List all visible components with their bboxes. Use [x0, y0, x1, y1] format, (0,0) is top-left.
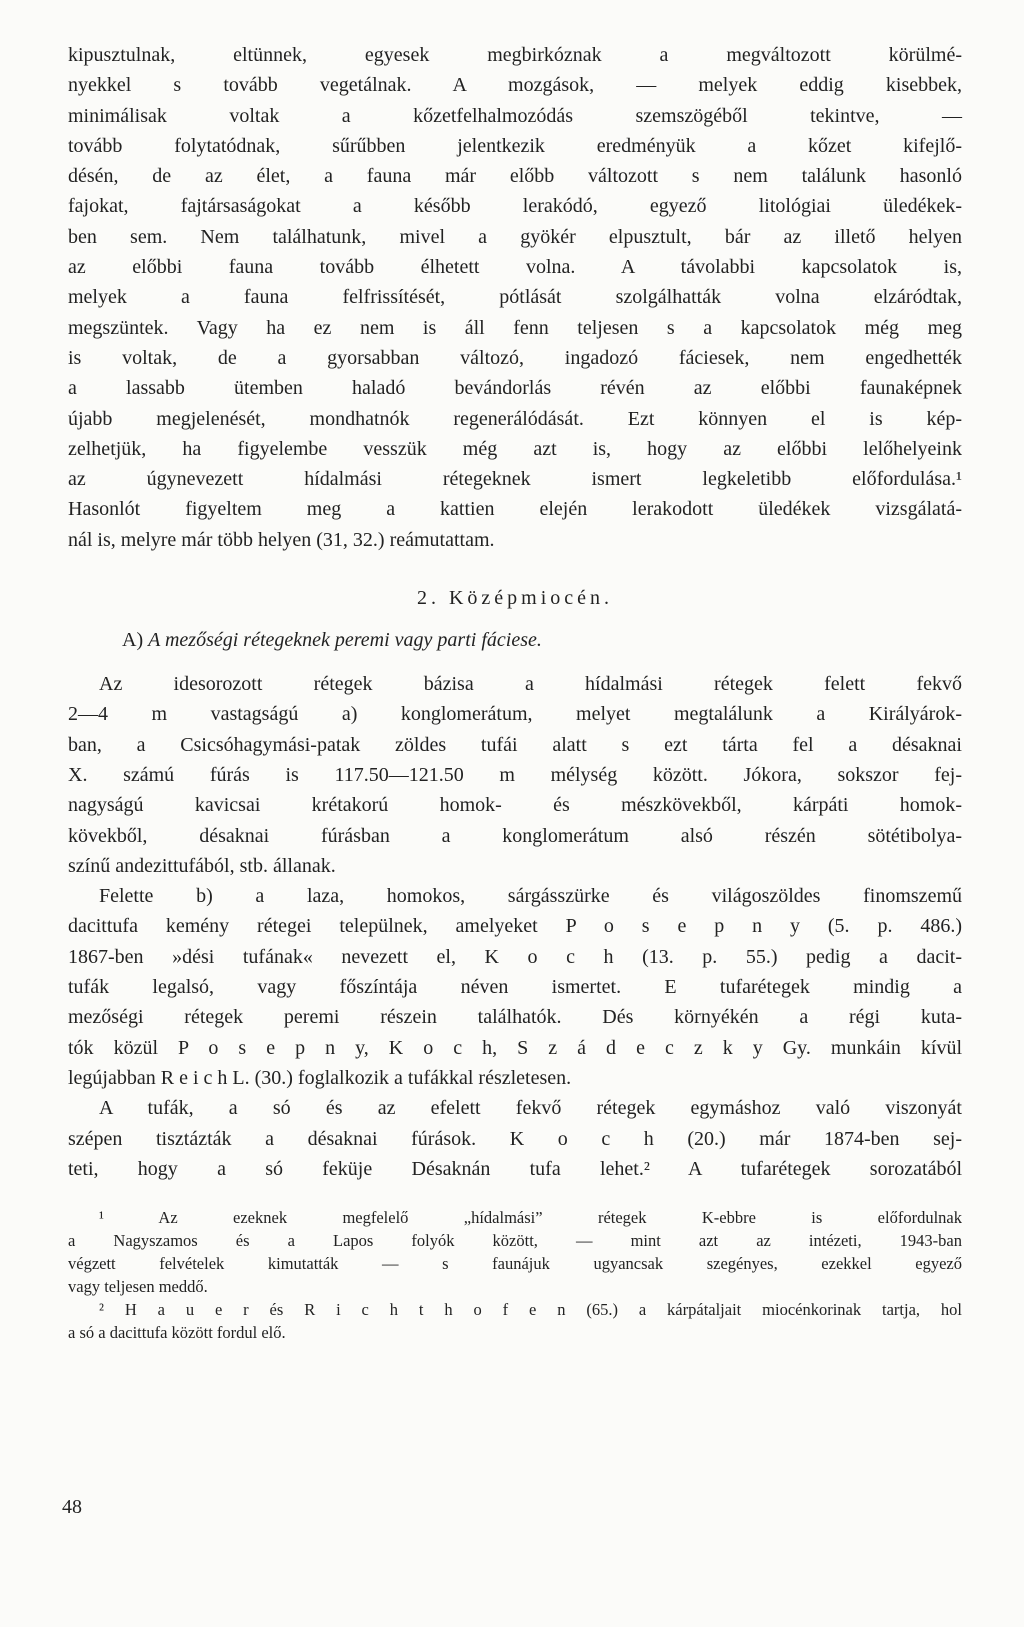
footnotes — [68, 1206, 962, 1344]
paragraph-1 — [68, 40, 962, 555]
text-line: kövekből, désaknai fúrásban a konglomerátum alsó részén sötétibolya- — [68, 824, 962, 847]
text-line: nál is, melyre már több helyen (31, 32.) reámutattam. — [68, 528, 495, 551]
text-line: dacittufa kemény rétegei települnek, amelyeket P o s e p n y (5. p. 486.) — [68, 915, 962, 938]
page-number: 48 — [62, 1496, 82, 1518]
text-line: ben sem. Nem találhatunk, mivel a gyökér elpusztult, bár az illető helyen — [68, 225, 962, 248]
text-line: ban, a Csicsóhagymási-patak zöldes tufái alatt s ezt tárta fel a désaknai — [68, 733, 962, 756]
subsection-title: A mezőségi rétegeknek peremi vagy parti fáciese. — [148, 629, 542, 652]
footnote-line: a só a dacittufa között fordul elő. — [68, 1323, 286, 1343]
text-line: megszüntek. Vagy ha ez nem is áll fenn teljesen s a kapcsolatok még meg — [68, 316, 962, 339]
text-line: tufák legalsó, vagy főszíntája néven ismertet. E tufarétegek mindig a — [68, 976, 962, 999]
text-line: fajokat, fajtársaságokat a később lerakódó, egyező litológiai üledékek- — [68, 195, 962, 218]
text-line: színű andezittufából, stb. állanak. — [68, 854, 336, 877]
text-line: Felette b) a laza, homokos, sárgásszürke és világoszöldes finomszemű — [99, 885, 962, 908]
text-line: az előbbi fauna tovább élhetett volna. A távolabbi kapcsolatok is, — [68, 256, 962, 279]
subsection-label: A) — [122, 629, 144, 652]
text-line: kipusztulnak, eltünnek, egyesek megbirkóznak a megváltozott körülmé- — [68, 44, 962, 66]
text-line: 1867-ben »dési tufának« nevezett el, K o c h (13. p. 55.) pedig a dacit- — [68, 945, 962, 968]
text-line: szépen tisztázták a désaknai fúrások. K o c h (20.) már 1874-ben sej- — [68, 1127, 962, 1150]
text-line: X. számú fúrás is 117.50—121.50 m mélység között. Jókora, sokszor fej- — [68, 763, 962, 786]
text-line: a lassabb ütemben haladó bevándorlás révén az előbbi faunaképnek — [68, 377, 962, 400]
paragraph-4 — [68, 1093, 962, 1184]
text-line: désén, de az élet, a fauna már előbb változott s nem találunk hasonló — [68, 165, 962, 188]
text-line: melyek a fauna felfrissítését, pótlását szolgálhatták volna elzáródtak, — [68, 286, 962, 309]
paragraph-3 — [68, 881, 962, 1093]
section-number: 2. — [416, 587, 440, 610]
text-line: zelhetjük, ha figyelembe vesszük még azt is, hogy az előbbi lelőhelyeink — [68, 437, 962, 460]
text-line: nagyságú kavicsai krétakorú homok- és mészkövekből, kárpáti homok- — [68, 794, 962, 817]
subsection-heading — [122, 625, 962, 655]
page-body — [68, 40, 962, 1344]
text-line: tók közül P o s e p n y, K o c h, S z á d e c z k y Gy. munkáin kívül — [68, 1036, 962, 1059]
text-line: legújabban R e i c h L. (30.) foglalkozik a tufákkal részletesen. — [68, 1066, 572, 1089]
text-line: újabb megjelenését, mondhatnók regenerálódását. Ezt könnyen el is kép- — [68, 407, 962, 430]
text-line: nyekkel s tovább vegetálnak. A mozgások, — melyek eddig kisebbek, — [68, 74, 962, 97]
text-line: 2—4 m vastagságú a) konglomerátum, melyet megtalálunk a Királyárok- — [68, 703, 962, 726]
text-line: is voltak, de a gyorsabban változó, ingadozó fáciesek, nem engedhették — [68, 346, 962, 369]
text-line: A tufák, a só és az efelett fekvő rétegek egymáshoz való viszonyát — [99, 1097, 962, 1120]
footnote-line: a Nagyszamos és a Lapos folyók között, — mint azt az intézeti, 1943-ban — [68, 1231, 962, 1251]
text-line: minimálisak voltak a kőzetfelhalmozódás szemszögéből tekintve, — — [68, 104, 962, 127]
section-heading — [68, 583, 962, 613]
footnote-line: ¹ Az ezeknek megfelelő „hídalmási” rétegek K-ebbre is előfordulnak — [99, 1208, 962, 1228]
section-title: Középmiocén. — [448, 587, 614, 610]
footnote-line: vagy teljesen meddő. — [68, 1277, 208, 1297]
text-line: mezőségi rétegek peremi részein találhatók. Dés környékén a régi kuta- — [68, 1006, 962, 1029]
paragraph-2 — [68, 669, 962, 881]
text-line: tovább folytatódnak, sűrűbben jelentkezik eredményük a kőzet kifejlő- — [68, 134, 962, 157]
footnote-line: végzett felvételek kimutatták — s faunájuk ugyancsak szegényes, ezekkel egyező — [68, 1254, 962, 1274]
text-line: Az idesorozott rétegek bázisa a hídalmási rétegek felett fekvő — [99, 673, 962, 696]
text-line: teti, hogy a só feküje Désaknán tufa lehet.² A tufarétegek sorozatából — [68, 1157, 962, 1180]
text-line: Hasonlót figyeltem meg a kattien elején lerakodott üledékek vizsgálatá- — [68, 498, 962, 521]
text-line: az úgynevezett hídalmási rétegeknek ismert legkeletibb előfordulása.¹ — [68, 468, 962, 491]
footnote-line: ² H a u e r és R i c h t h o f e n (65.) a kárpátaljait miocénkorinak tartja, hol — [99, 1300, 962, 1320]
